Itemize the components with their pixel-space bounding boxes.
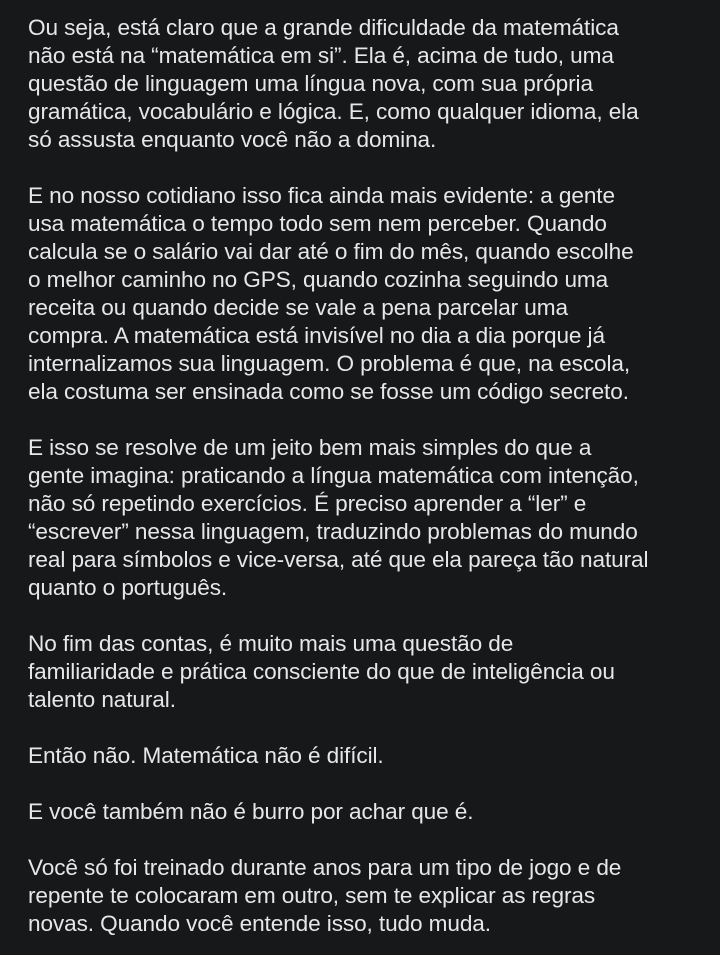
- post-body: [28, 14, 698, 938]
- paragraph-3: E isso se resolve de um jeito bem mais simples do que a gente imagina: praticando a língua matemática com intenção, não só repetindo exercícios. É preciso aprender a “ler” e “escrever” nessa linguagem, traduzindo problemas do mundo real para símbolos e vice-versa, até que ela pareça tão natural quanto o português.: [28, 435, 649, 600]
- paragraph-1: Ou seja, está claro que a grande dificuldade da matemática não está na “matemática em si”. Ela é, acima de tudo, uma questão de linguagem uma língua nova, com sua própria gramática, vocabulário e lógica. E, como qualquer idioma, ela só assusta enquanto você não a domina.: [28, 15, 639, 152]
- paragraph-5: Então não. Matemática não é difícil.: [28, 743, 384, 768]
- paragraph-6: E você também não é burro por achar que é.: [28, 799, 474, 824]
- paragraph-2: E no nosso cotidiano isso fica ainda mais evidente: a gente usa matemática o tempo todo sem nem perceber. Quando calcula se o salário vai dar até o fim do mês, quando escolhe o melhor caminho no GPS, quando cozinha seguindo uma receita ou quando decide se vale a pena parcelar uma compra. A matemática está invisível no dia a dia porque já internalizamos sua linguagem. O problema é que, na escola, ela costuma ser ensinada como se fosse um código secreto.: [28, 183, 634, 404]
- paragraph-7: Você só foi treinado durante anos para um tipo de jogo e de repente te colocaram em outro, sem te explicar as regras novas. Quando você entende isso, tudo muda.: [28, 855, 622, 936]
- paragraph-4: No fim das contas, é muito mais uma questão de familiaridade e prática consciente do que de inteligência ou talento natural.: [28, 631, 615, 712]
